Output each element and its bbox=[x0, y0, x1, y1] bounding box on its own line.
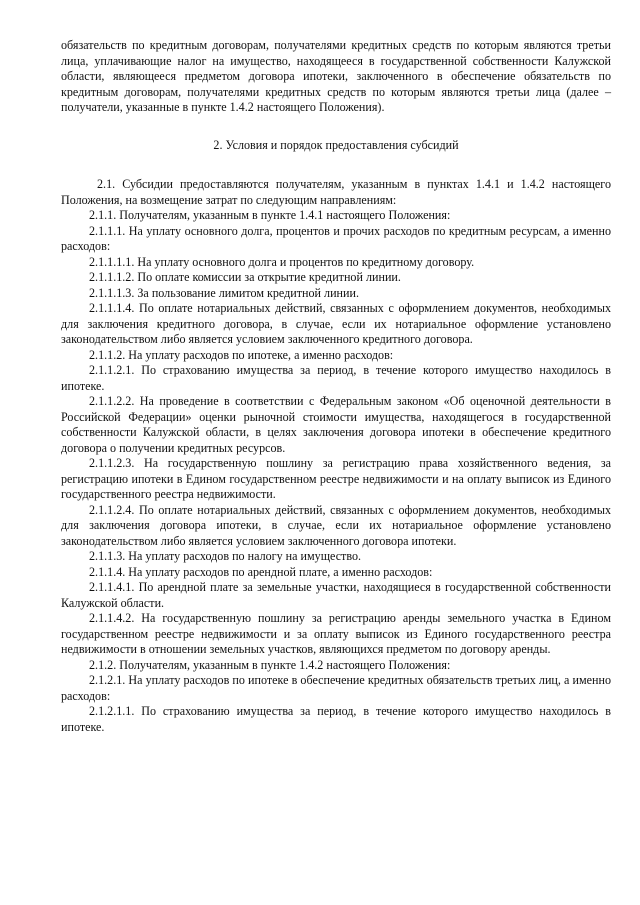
paragraph-2-1-1-2-3: 2.1.1.2.3. На государственную пошлину за регистрацию права хозяйственного ведения, за регистрацию ипотеки в Едином государственном реестре недвижимости и на оплату выписок из Единого государственного реестра недвижимости. bbox=[61, 456, 611, 501]
paragraph-2-1-1-2: 2.1.1.2. На уплату расходов по ипотеке, а именно расходов: bbox=[89, 347, 394, 362]
paragraph-2-1-1-1-2: 2.1.1.1.2. По оплате комиссии за открытие кредитной линии. bbox=[89, 270, 401, 284]
paragraph-2-1-1-2-4: 2.1.1.2.4. По оплате нотариальных действий, связанных с оформлением документов, необходимых для заключения договора ипотеки, в случае, если их нотариальное оформление установлено законодательством либо является условием заключенного договора ипотеки. bbox=[61, 502, 611, 548]
paragraph-2-1-2-1: 2.1.2.1. На уплату расходов по ипотеке в обеспечение кредитных обязательств третьих лиц, а именно расходов: bbox=[61, 673, 611, 703]
paragraph-2-1-1-1-4: 2.1.1.1.4. По оплате нотариальных действий, связанных с оформлением документов, необходимых для заключения кредитного договора, в случае, если их нотариальное оформление установлено законодательством либо является условием заключенного кредитного договора. bbox=[61, 301, 611, 346]
paragraph-2-1-1-4-1: 2.1.1.4.1. По арендной плате за земельные участки, находящиеся в государственной собственности Калужской области. bbox=[61, 580, 611, 610]
paragraph-2-1: 2.1. Субсидии предоставляются получателям, указанным в пунктах 1.4.1 и 1.4.2 настоящего Положения, на возмещение затрат по следующим направлениям: bbox=[61, 177, 611, 207]
intro-paragraph: обязательств по кредитным договорам, получателями кредитных средств по которым являются третьи лица, уплачивающие налог на имущество, находящееся в государственной собственности Калужской области, являющееся предметом договора ипотеки, заключенного в обеспечение обязательств по кредитным договорам, получателями кредитных средств по которым являются третьи лица (далее – получатели, указанные в пункте 1.4.2 настоящего Положения). bbox=[61, 38, 611, 114]
paragraph-2-1-2-1-1: 2.1.2.1.1. По страхованию имущества за период, в течение которого имущество находилось в ипотеке. bbox=[61, 704, 611, 734]
section-title: 2. Условия и порядок предоставления субсидий bbox=[213, 137, 459, 152]
paragraph-2-1-1-4: 2.1.1.4. На уплату расходов по арендной плате, а именно расходов: bbox=[89, 564, 433, 579]
paragraph-2-1-1-1-3: 2.1.1.1.3. За пользование лимитом кредитной линии. bbox=[89, 285, 359, 300]
paragraph-2-1-1: 2.1.1. Получателям, указанным в пункте 1.4.1 настоящего Положения: bbox=[89, 208, 451, 222]
paragraph-2-1-1-3: 2.1.1.3. На уплату расходов по налогу на имущество. bbox=[89, 549, 362, 563]
paragraph-2-1-1-4-2: 2.1.1.4.2. На государственную пошлину за регистрацию аренды земельного участка в Едином государственном реестре недвижимости и за оплату выписок из Единого государственного реестра недвижимости в отношении земельных участков, являющихся предметом по договору аренды. bbox=[61, 611, 611, 656]
paragraph-2-1-1-2-2: 2.1.1.2.2. На проведение в соответствии с Федеральным законом «Об оценочной деятельности в Российской Федерации» оценки рыночной стоимости имущества, находящегося в государственной собственности Калужской области, в целях заключения договора ипотеки в обеспечение кредитного договора о получении кредитных ресурсов. bbox=[61, 394, 611, 455]
paragraph-2-1-1-2-1: 2.1.1.2.1. По страхованию имущества за период, в течение которого имущество находилось в ипотеке. bbox=[61, 363, 611, 393]
document-body bbox=[61, 38, 611, 735]
paragraph-2-1-2: 2.1.2. Получателям, указанным в пункте 1.4.2 настоящего Положения: bbox=[89, 657, 451, 672]
paragraph-2-1-1-1: 2.1.1.1. На уплату основного долга, процентов и прочих расходов по кредитным ресурсам, а именно расходов: bbox=[61, 223, 611, 253]
paragraph-2-1-1-1-1: 2.1.1.1.1. На уплату основного долга и процентов по кредитному договору. bbox=[89, 254, 475, 269]
